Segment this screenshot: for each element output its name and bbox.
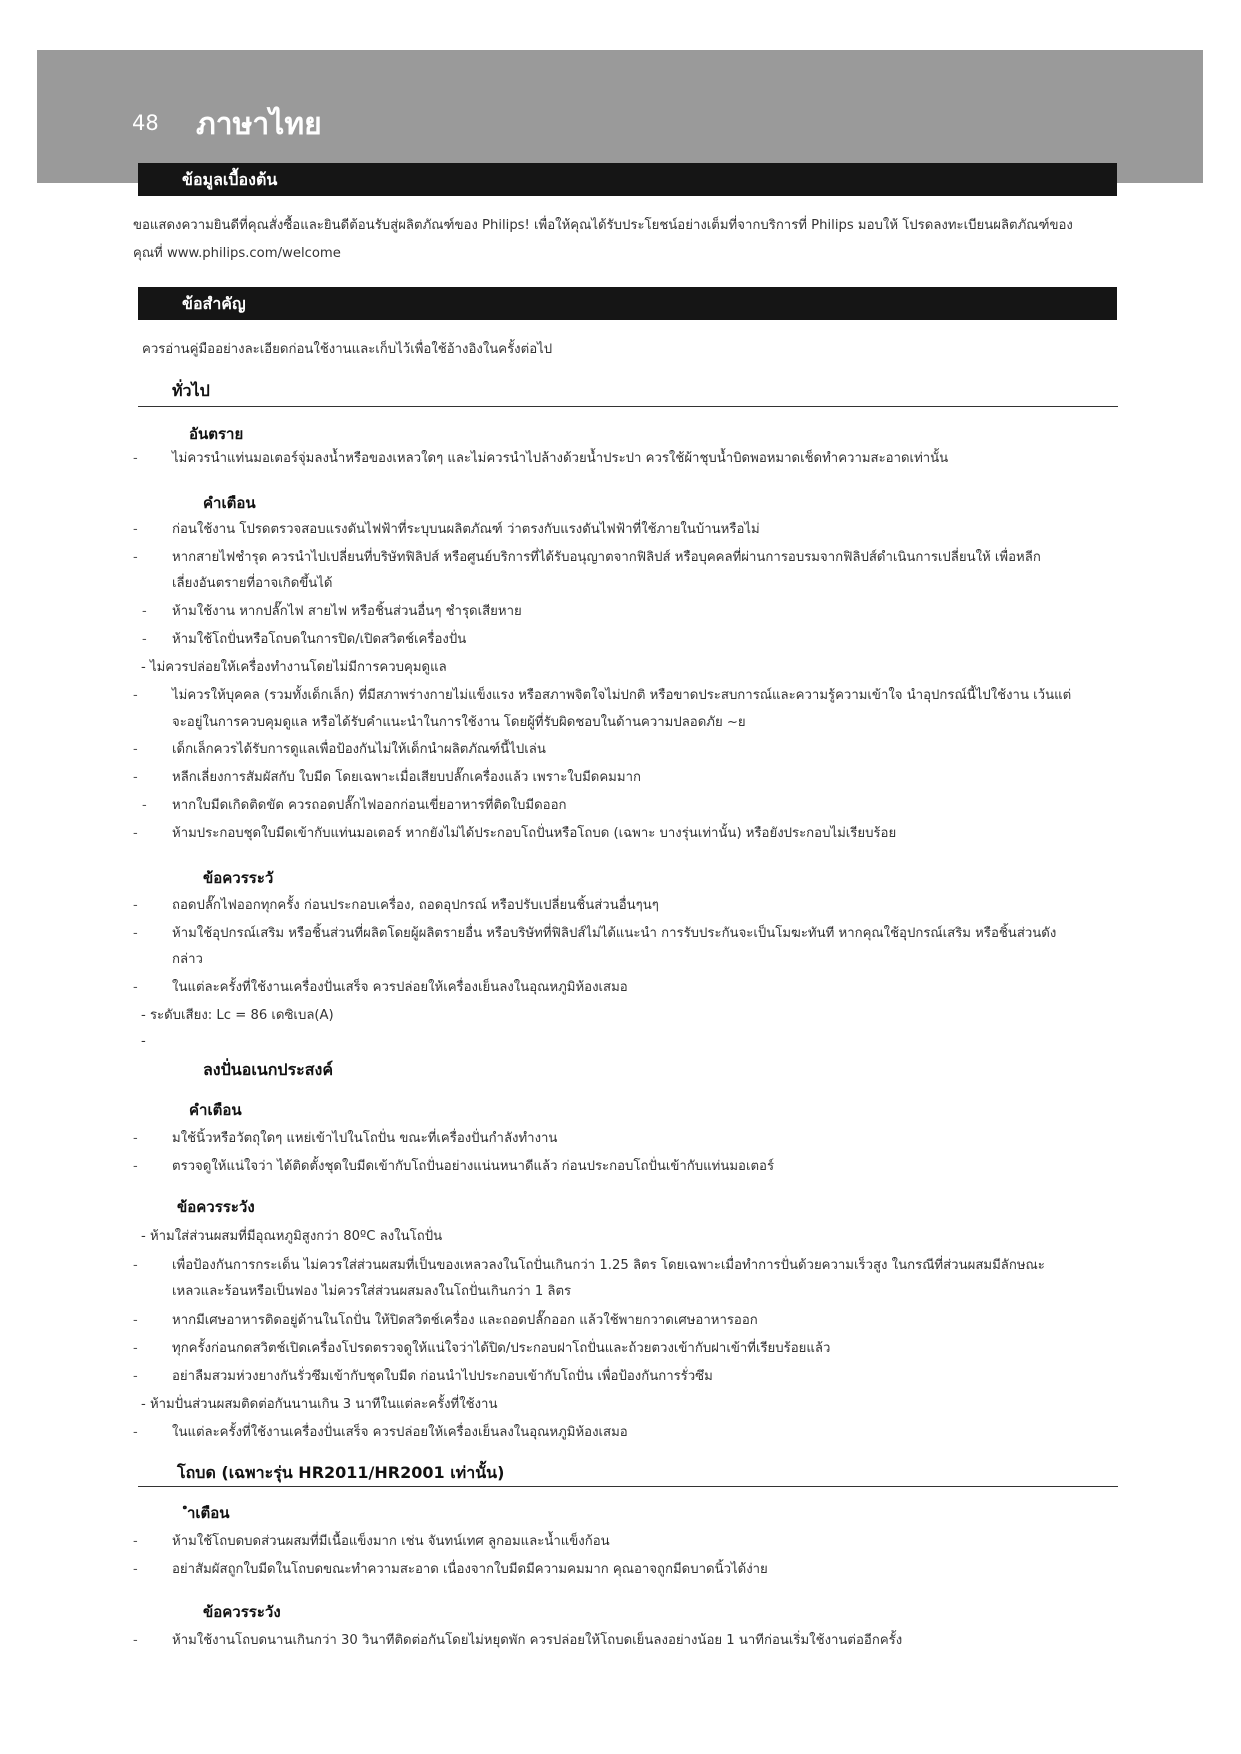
list-item: - <box>141 1034 146 1049</box>
bullet-dash: - <box>133 926 138 941</box>
caution-heading: ข้อควรระวั <box>203 869 274 887</box>
list-item: ก่อนใช้งาน โปรดตรวจสอบแรงดันไฟฟ้าที่ระบุบนผลิตภัณฑ์ ว่าตรงกับแรงดันไฟฟ้าที่ใช้ภายในบ้านหรือไม่ <box>172 522 760 537</box>
page-number: 48 <box>132 111 159 135</box>
intro-text: คุณที่ www.philips.com/welcome <box>133 246 341 261</box>
list-item: หากสายไฟชำรุด ควรนำไปเปลี่ยนที่บริษัทฟิลิปส์ หรือศูนย์บริการที่ได้รับอนุญาตจากฟิลิปส์ หรือบุคคลที่ผ่านการอบรมจากฟิลิปส์ดำเนินการเปลี่ยนให้ เพื่อหลีก <box>172 550 1041 565</box>
bullet-dash: - <box>133 1562 138 1577</box>
bullet-dash: - <box>133 1369 138 1384</box>
list-item: ห้ามใช้โถบดบดส่วนผสมที่มีเนื้อแข็งมาก เช่น จันทน์เทศ ลูกอมและน้ำแข็งก้อน <box>172 1534 610 1549</box>
bullet-dash: - <box>133 980 138 995</box>
section-bar-intro: ข้อมูลเบื้องต้น <box>138 163 1117 196</box>
bullet-dash: - <box>133 1258 138 1273</box>
list-item: เพื่อป้องกันการกระเด็น ไม่ควรใส่ส่วนผสมที่เป็นของเหลวลงในโถปั่นเกินกว่า 1.25 ลิตร โดยเฉพาะเมื่อทำการปั่นด้วยความเร็วสูง ในกรณีที่ส่วนผสมมีลักษณะ <box>172 1258 1045 1273</box>
list-item: ห้ามประกอบชุดใบมีดเข้ากับแท่นมอเตอร์ หากยังไม่ได้ประกอบโถปั่นหรือโถบด (เฉพาะ บางรุ่นเท่านั้น) หรือยังประกอบไม่เรียบร้อย <box>172 826 897 841</box>
list-item: หากมีเศษอาหารติดอยู่ด้านในโถปั่น ให้ปิดสวิตช์เครื่อง และถอดปลั๊กออก แล้วใช้พายกวาดเศษอาหารออก <box>172 1313 758 1328</box>
list-item: ตรวจดูให้แน่ใจว่า ได้ติดตั้งชุดใบมีดเข้ากับโถปั่นอย่างแน่นหนาดีแล้ว ก่อนประกอบโถปั่นเข้ากับแท่นมอเตอร์ <box>172 1159 775 1174</box>
list-item: ห้ามใช้งาน หากปลั๊กไฟ สายไฟ หรือชิ้นส่วนอื่นๆ ชำรุดเสียหาย <box>172 604 522 619</box>
warning-heading: คำเตือน <box>203 494 256 512</box>
bullet-dash: - <box>133 550 138 565</box>
bullet-dash: - <box>133 1313 138 1328</box>
bullet-dash: - <box>133 522 138 537</box>
list-item: อย่าสัมผัสถูกใบมีดในโถบดขณะทำความสะอาด เนื่องจากใบมีดมีความคมมาก คุณอาจถูกมีดบาดนิ้วได้ง่าย <box>172 1562 768 1577</box>
caution-heading: ข้อควรระวัง <box>203 1603 281 1621</box>
list-item: อย่าลืมสวมห่วงยางกันรั่วซึมเข้ากับชุดใบมีด ก่อนนำไปประกอบเข้ากับโถปั่น เพื่อป้องกันการรั่วซึม <box>172 1369 713 1384</box>
section-bar-important: ข้อสำคัญ <box>138 287 1117 320</box>
warning-heading: คำเตือน <box>189 1101 242 1119</box>
bullet-dash: - <box>133 1131 138 1146</box>
list-item-continuation: เหลวและร้อนหรือเป็นฟอง ไม่ควรใส่ส่วนผสมลงในโถปั่นเกินกว่า 1 ลิตร <box>172 1284 572 1299</box>
list-item-continuation: กล่าว <box>172 952 203 967</box>
bullet-dash: - <box>133 1159 138 1174</box>
caution-heading: ข้อควรระวัง <box>177 1198 255 1216</box>
list-item: ห้ามใช้งานโถบดนานเกินกว่า 30 วินาทีติดต่อกันโดยไม่หยุดพัก ควรปล่อยให้โถบดเย็นลงอย่างน้อย 1 นาทีก่อนเริ่มใช้งานต่ออีกครั้ง <box>172 1633 903 1648</box>
bullet-dash: - <box>142 604 147 619</box>
list-item: มใช้นิ้วหรือวัตถุใดๆ แหย่เข้าไปในโถปั่น ขณะที่เครื่องปั่นกำลังทำงาน <box>172 1131 558 1146</box>
bullet-dash: - <box>133 1534 138 1549</box>
list-item-continuation: เลี่ยงอันตรายที่อาจเกิดขึ้นได้ <box>172 576 333 591</box>
bullet-dash: - <box>142 798 147 813</box>
bullet-dash: - <box>133 898 138 913</box>
list-item: หลีกเลี่ยงการสัมผัสกับ ใบมีด โดยเฉพาะเมื่อเสียบปลั๊กเครื่องแล้ว เพราะใบมีดคมมาก <box>172 770 641 785</box>
bullet-dash: - <box>133 770 138 785</box>
bullet-dash: - <box>142 632 147 647</box>
list-item: เด็กเล็กควรได้รับการดูแลเพื่อป้องกันไม่ให้เด็กนำผลิตภัณฑ์นี้ไปเล่น <box>172 742 546 757</box>
list-item: - ระดับเสียง: Lc = 86 เดซิเบล(A) <box>141 1008 334 1023</box>
list-item: ในแต่ละครั้งที่ใช้งานเครื่องปั่นเสร็จ ควรปล่อยให้เครื่องเย็นลงในอุณหภูมิห้องเสมอ <box>172 1425 628 1440</box>
list-item: ไม่ควรนำแท่นมอเตอร์จุ่มลงน้ำหรือของเหลวใดๆ และไม่ควรนำไปล้างด้วยน้ำประปา ควรใช้ผ้าชุบน้ำบิดพอหมาดเช็ดทำความสะอาดเท่านั้น <box>172 451 949 466</box>
list-item: ห้ามใช้อุปกรณ์เสริม หรือชิ้นส่วนที่ผลิตโดยผู้ผลิตรายอื่น หรือบริษัทที่ฟิลิปส์ไม่ได้แนะนำ การรับประกันจะเป็นโมฆะทันที หากคุณใช้อุปกรณ์เสริม หรือชิ้นส่วนดัง <box>172 926 1057 941</box>
warning-heading: ำเตือน <box>187 1504 230 1522</box>
list-item: ไม่ควรให้บุคคล (รวมทั้งเด็กเล็ก) ที่มีสภาพร่างกายไม่แข็งแรง หรือสภาพจิตใจไม่ปกติ หรือขาดประสบการณ์และความรู้ความเข้าใจ นำอุปกรณ์นี้ไปใช้งาน เว้นแต่ <box>172 688 1072 703</box>
heading-rule <box>138 406 1118 407</box>
list-item: - ห้ามปั่นส่วนผสมติดต่อกันนานเกิน 3 นาทีในแต่ละครั้งที่ใช้งาน <box>141 1397 498 1412</box>
list-item: - ไม่ควรปล่อยให้เครื่องทำงานโดยไม่มีการควบคุมดูแล <box>141 660 447 675</box>
section-heading-multipurpose: ลงปั่นอเนกประสงค์ <box>203 1060 334 1079</box>
bullet-dash: - <box>133 742 138 757</box>
bullet-dash: - <box>133 1633 138 1648</box>
bullet-dash: - <box>133 451 138 466</box>
bullet-dash: - <box>133 688 138 703</box>
bullet-dash: - <box>133 1425 138 1440</box>
intro-text: ขอแสดงความยินดีที่คุณสั่งซื้อและยินดีต้อนรับสู่ผลิตภัณฑ์ของ Philips! เพื่อให้คุณได้รับประโยชน์อย่างเต็มที่จากบริการที่ Philips มอบให้ โปรดลงทะเบียนผลิตภัณฑ์ของ <box>133 218 1073 233</box>
danger-heading: อันตราย <box>189 425 244 443</box>
important-text: ควรอ่านคู่มืออย่างละเอียดก่อนใช้งานและเก็บไว้เพื่อใช้อ้างอิงในครั้งต่อไป <box>142 342 553 357</box>
heading-rule <box>138 1486 1118 1487</box>
page-language-title: ภาษาไทย <box>196 107 322 142</box>
list-item: ห้ามใช้โถปั่นหรือโถบดในการปิด/เปิดสวิตช์เครื่องปั่น <box>172 632 467 647</box>
section-heading-general: ทั่วไป <box>172 381 210 400</box>
bullet-dash: - <box>133 1341 138 1356</box>
list-item: หากใบมีดเกิดติดขัด ควรถอดปลั๊กไฟออกก่อนเขี่ยอาหารที่ติดใบมีดออก <box>172 798 567 813</box>
list-item: ถอดปลั๊กไฟออกทุกครั้ง ก่อนประกอบเครื่อง, ถอดอุปกรณ์ หรือปรับเปลี่ยนชิ้นส่วนอื่นๆนๆ <box>172 898 659 913</box>
bullet-dash: - <box>133 826 138 841</box>
list-item-continuation: จะอยู่ในการควบคุมดูแล หรือได้รับคำแนะนำในการใช้งาน โดยผู้ที่รับผิดชอบในด้านความปลอดภัย ~ย <box>172 715 746 730</box>
list-item: ทุกครั้งก่อนกดสวิตช์เปิดเครื่องโปรดตรวจดูให้แน่ใจว่าได้ปิด/ประกอบฝาโถปั่นและถ้วยตวงเข้ากับฝาเข้าที่เรียบร้อยแล้ว <box>172 1341 831 1356</box>
section-heading-mill: โถบด (เฉพาะรุ่น HR2011/HR2001 เท่านั้น) <box>177 1463 505 1482</box>
list-item: - ห้ามใส่ส่วนผสมที่มีอุณหภูมิสูงกว่า 80ºC ลงในโถปั่น <box>141 1229 443 1244</box>
list-item: ในแต่ละครั้งที่ใช้งานเครื่องปั่นเสร็จ ควรปล่อยให้เครื่องเย็นลงในอุณหภูมิห้องเสมอ <box>172 980 628 995</box>
